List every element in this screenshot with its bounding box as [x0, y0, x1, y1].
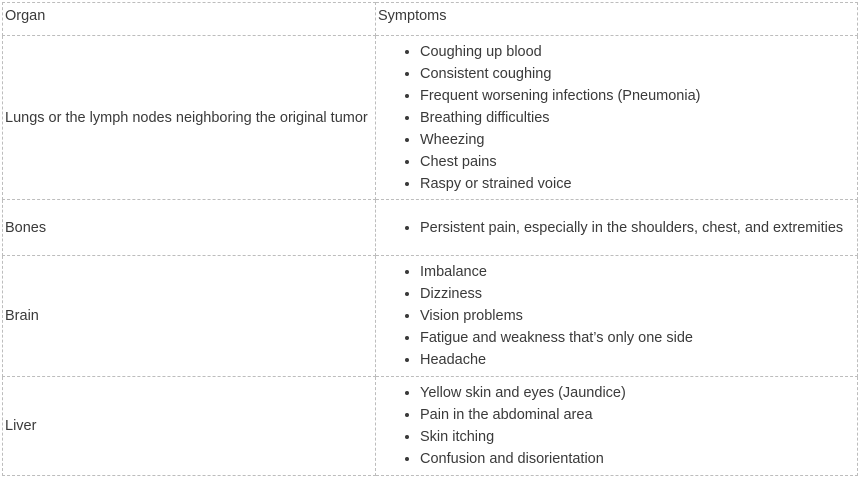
symptom-list [376, 259, 855, 373]
symptom-list [376, 215, 855, 241]
list-item: • Breathing difficulties [420, 107, 855, 129]
list-item: • Vision problems [420, 305, 855, 327]
header-organ: Organ [3, 3, 376, 36]
symptoms-cell [376, 200, 858, 256]
symptoms-table [2, 2, 858, 476]
list-item: • Fatigue and weakness that’s only one side [420, 327, 855, 349]
symptoms-cell [376, 36, 858, 200]
list-item: • Pain in the abdominal area [420, 404, 855, 426]
list-item: • Skin itching [420, 426, 855, 448]
list-item: • Coughing up blood [420, 41, 855, 63]
list-item: • Raspy or strained voice [420, 173, 855, 195]
organ-cell: Lungs or the lymph nodes neighboring the original tumor [3, 36, 376, 200]
table-header-row [3, 3, 858, 36]
organ-cell: Brain [3, 256, 376, 377]
symptoms-cell [376, 256, 858, 377]
list-item: • Yellow skin and eyes (Jaundice) [420, 382, 855, 404]
list-item: • Wheezing [420, 129, 855, 151]
list-item: • Headache [420, 349, 855, 371]
symptoms-cell [376, 377, 858, 476]
list-item: • Confusion and disorientation [420, 448, 855, 470]
table-row [3, 200, 858, 256]
list-item: • Imbalance [420, 261, 855, 283]
organ-cell: Liver [3, 377, 376, 476]
list-item: • Chest pains [420, 151, 855, 173]
table-row [3, 36, 858, 200]
list-item: • Frequent worsening infections (Pneumonia) [420, 85, 855, 107]
symptom-list [376, 39, 855, 197]
header-symptoms: Symptoms [376, 3, 858, 36]
list-item: • Dizziness [420, 283, 855, 305]
table-row [3, 377, 858, 476]
symptom-list [376, 380, 855, 472]
organ-cell: Bones [3, 200, 376, 256]
table-row [3, 256, 858, 377]
list-item: • Consistent coughing [420, 63, 855, 85]
list-item: • Persistent pain, especially in the shoulders, chest, and extremities [420, 217, 855, 239]
